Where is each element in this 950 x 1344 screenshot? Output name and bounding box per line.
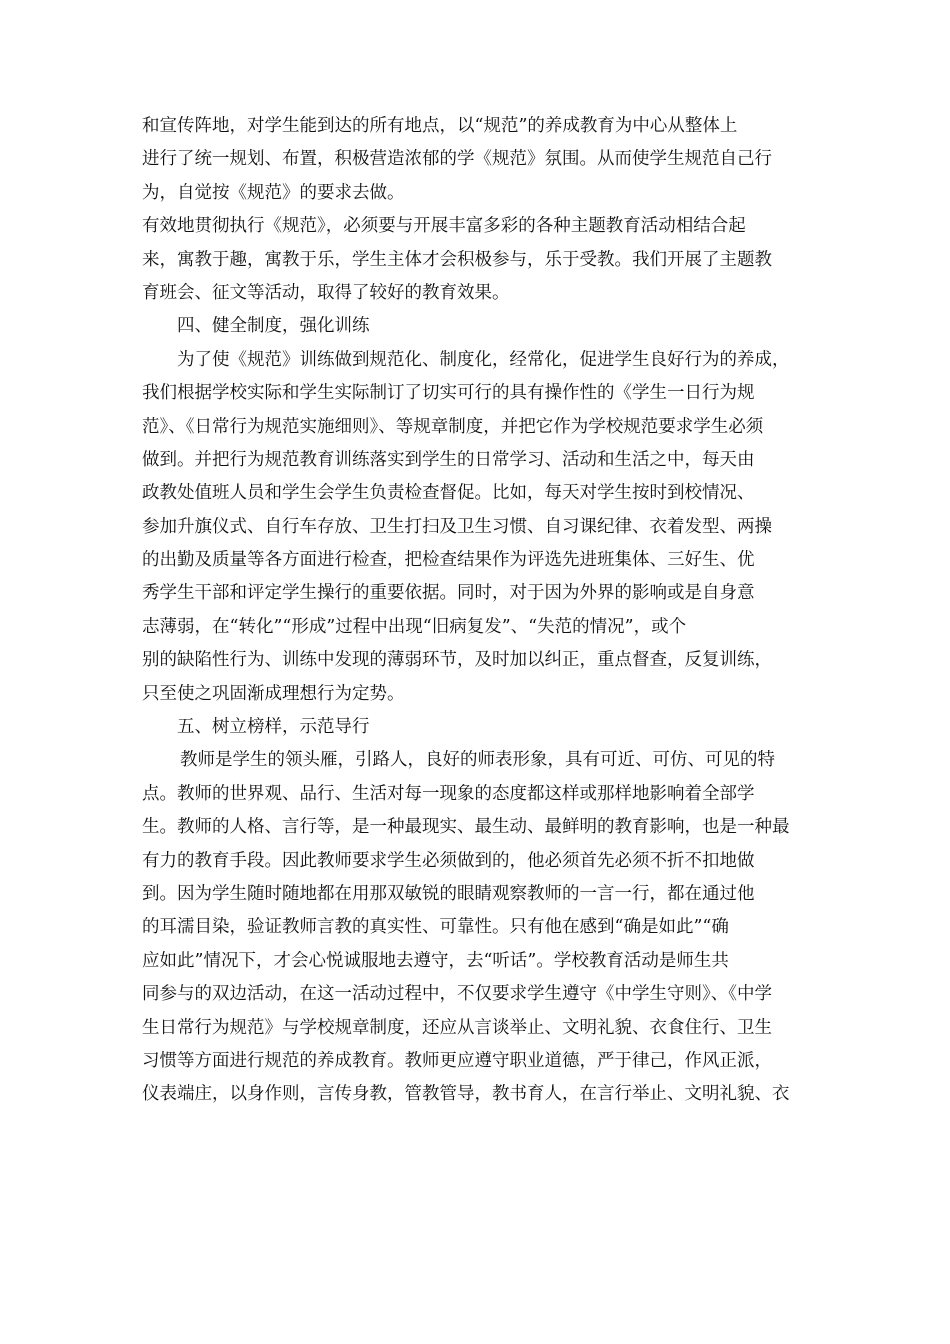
text-line: 进行了统一规划、布置，积极营造浓郁的学《规范》氛围。从而使学生规范自己行 xyxy=(142,149,772,170)
text-line: 生。教师的人格、言行等，是一种最现实、最生动、最鲜明的教育影响，也是一种最 xyxy=(142,817,790,838)
section-heading-5: 五、树立榜样，示范导行 xyxy=(177,717,370,738)
text-line: 我们根据学校实际和学生实际制订了切实可行的具有操作性的《学生一日行为规 xyxy=(142,383,755,404)
text-line: 的出勤及质量等各方面进行检查，把检查结果作为评选先进班集体、三好生、优 xyxy=(142,550,755,571)
text-line: 为，自觉按《规范》的要求去做。 xyxy=(142,182,405,203)
text-line: 的耳濡目染，验证教师言教的真实性、可靠性。只有他在感到“确是如此”“确 xyxy=(142,917,729,938)
paragraph-start-line: 有效地贯彻执行《规范》，必须要与开展丰富多彩的各种主题教育活动相结合起 xyxy=(142,216,746,237)
paragraph-start-line: 为了使《规范》训练做到规范化、制度化，经常化，促进学生良好行为的养成， xyxy=(177,349,790,370)
text-line: 应如此”情况下，才会心悦诚服地去遵守，去“听话”。学校教育活动是师生共 xyxy=(142,950,729,971)
text-line: 政教处值班人员和学生会学生负责检查督促。比如，每天对学生按时到校情况、 xyxy=(142,483,755,504)
text-line: 只至使之巩固渐成理想行为定势。 xyxy=(142,683,405,704)
text-line: 做到。并把行为规范教育训练落实到学生的日常学习、活动和生活之中，每天由 xyxy=(142,449,755,470)
body-text xyxy=(142,110,810,1112)
text-line: 别的缺陷性行为、训练中发现的薄弱环节，及时加以纠正，重点督查，反复训练， xyxy=(142,650,772,671)
text-line: 育班会、征文等活动，取得了较好的教育效果。 xyxy=(142,282,510,303)
text-line: 范》、《日常行为规范实施细则》、等规章制度，并把它作为学校规范要求学生必须 xyxy=(142,416,764,437)
text-line: 志薄弱，在“转化”“形成”过程中出现“旧病复发”、“失范的情况”，或个 xyxy=(142,616,687,637)
text-line: 习惯等方面进行规范的养成教育。教师更应遵守职业道德，严于律己，作风正派， xyxy=(142,1050,772,1071)
text-line: 同参与的双边活动，在这一活动过程中，不仅要求学生遵守《中学生守则》、《中学 xyxy=(142,984,772,1005)
text-line: 生日常行为规范》与学校规章制度，还应从言谈举止、文明礼貌、衣食住行、卫生 xyxy=(142,1017,772,1038)
text-line: 参加升旗仪式、自行车存放、卫生打扫及卫生习惯、自习课纪律、衣着发型、两操 xyxy=(142,516,772,537)
text-line: 来，寓教于趣，寓教于乐，学生主体才会积极参与，乐于受教。我们开展了主题教 xyxy=(142,249,772,270)
paragraph-start-line: 教师是学生的领头雁，引路人，良好的师表形象，具有可近、可仿、可见的特 xyxy=(180,750,775,771)
text-line: 有力的教育手段。因此教师要求学生必须做到的，他必须首先必须不折不扣地做 xyxy=(142,850,755,871)
text-line: 到。因为学生随时随地都在用那双敏锐的眼睛观察教师的一言一行，都在通过他 xyxy=(142,883,755,904)
text-line: 秀学生干部和评定学生操行的重要依据。同时，对于因为外界的影响或是自身意 xyxy=(142,583,755,604)
text-line: 仪表端庄，以身作则，言传身教，管教管导，教书育人，在言行举止、文明礼貌、衣 xyxy=(142,1084,790,1105)
section-heading-4: 四、健全制度，强化训练 xyxy=(177,316,370,337)
text-line: 和宣传阵地，对学生能到达的所有地点，以“规范”的养成教育为中心从整体上 xyxy=(142,116,738,136)
text-line: 点。教师的世界观、品行、生活对每一现象的态度都这样或那样地影响着全部学 xyxy=(142,783,755,804)
